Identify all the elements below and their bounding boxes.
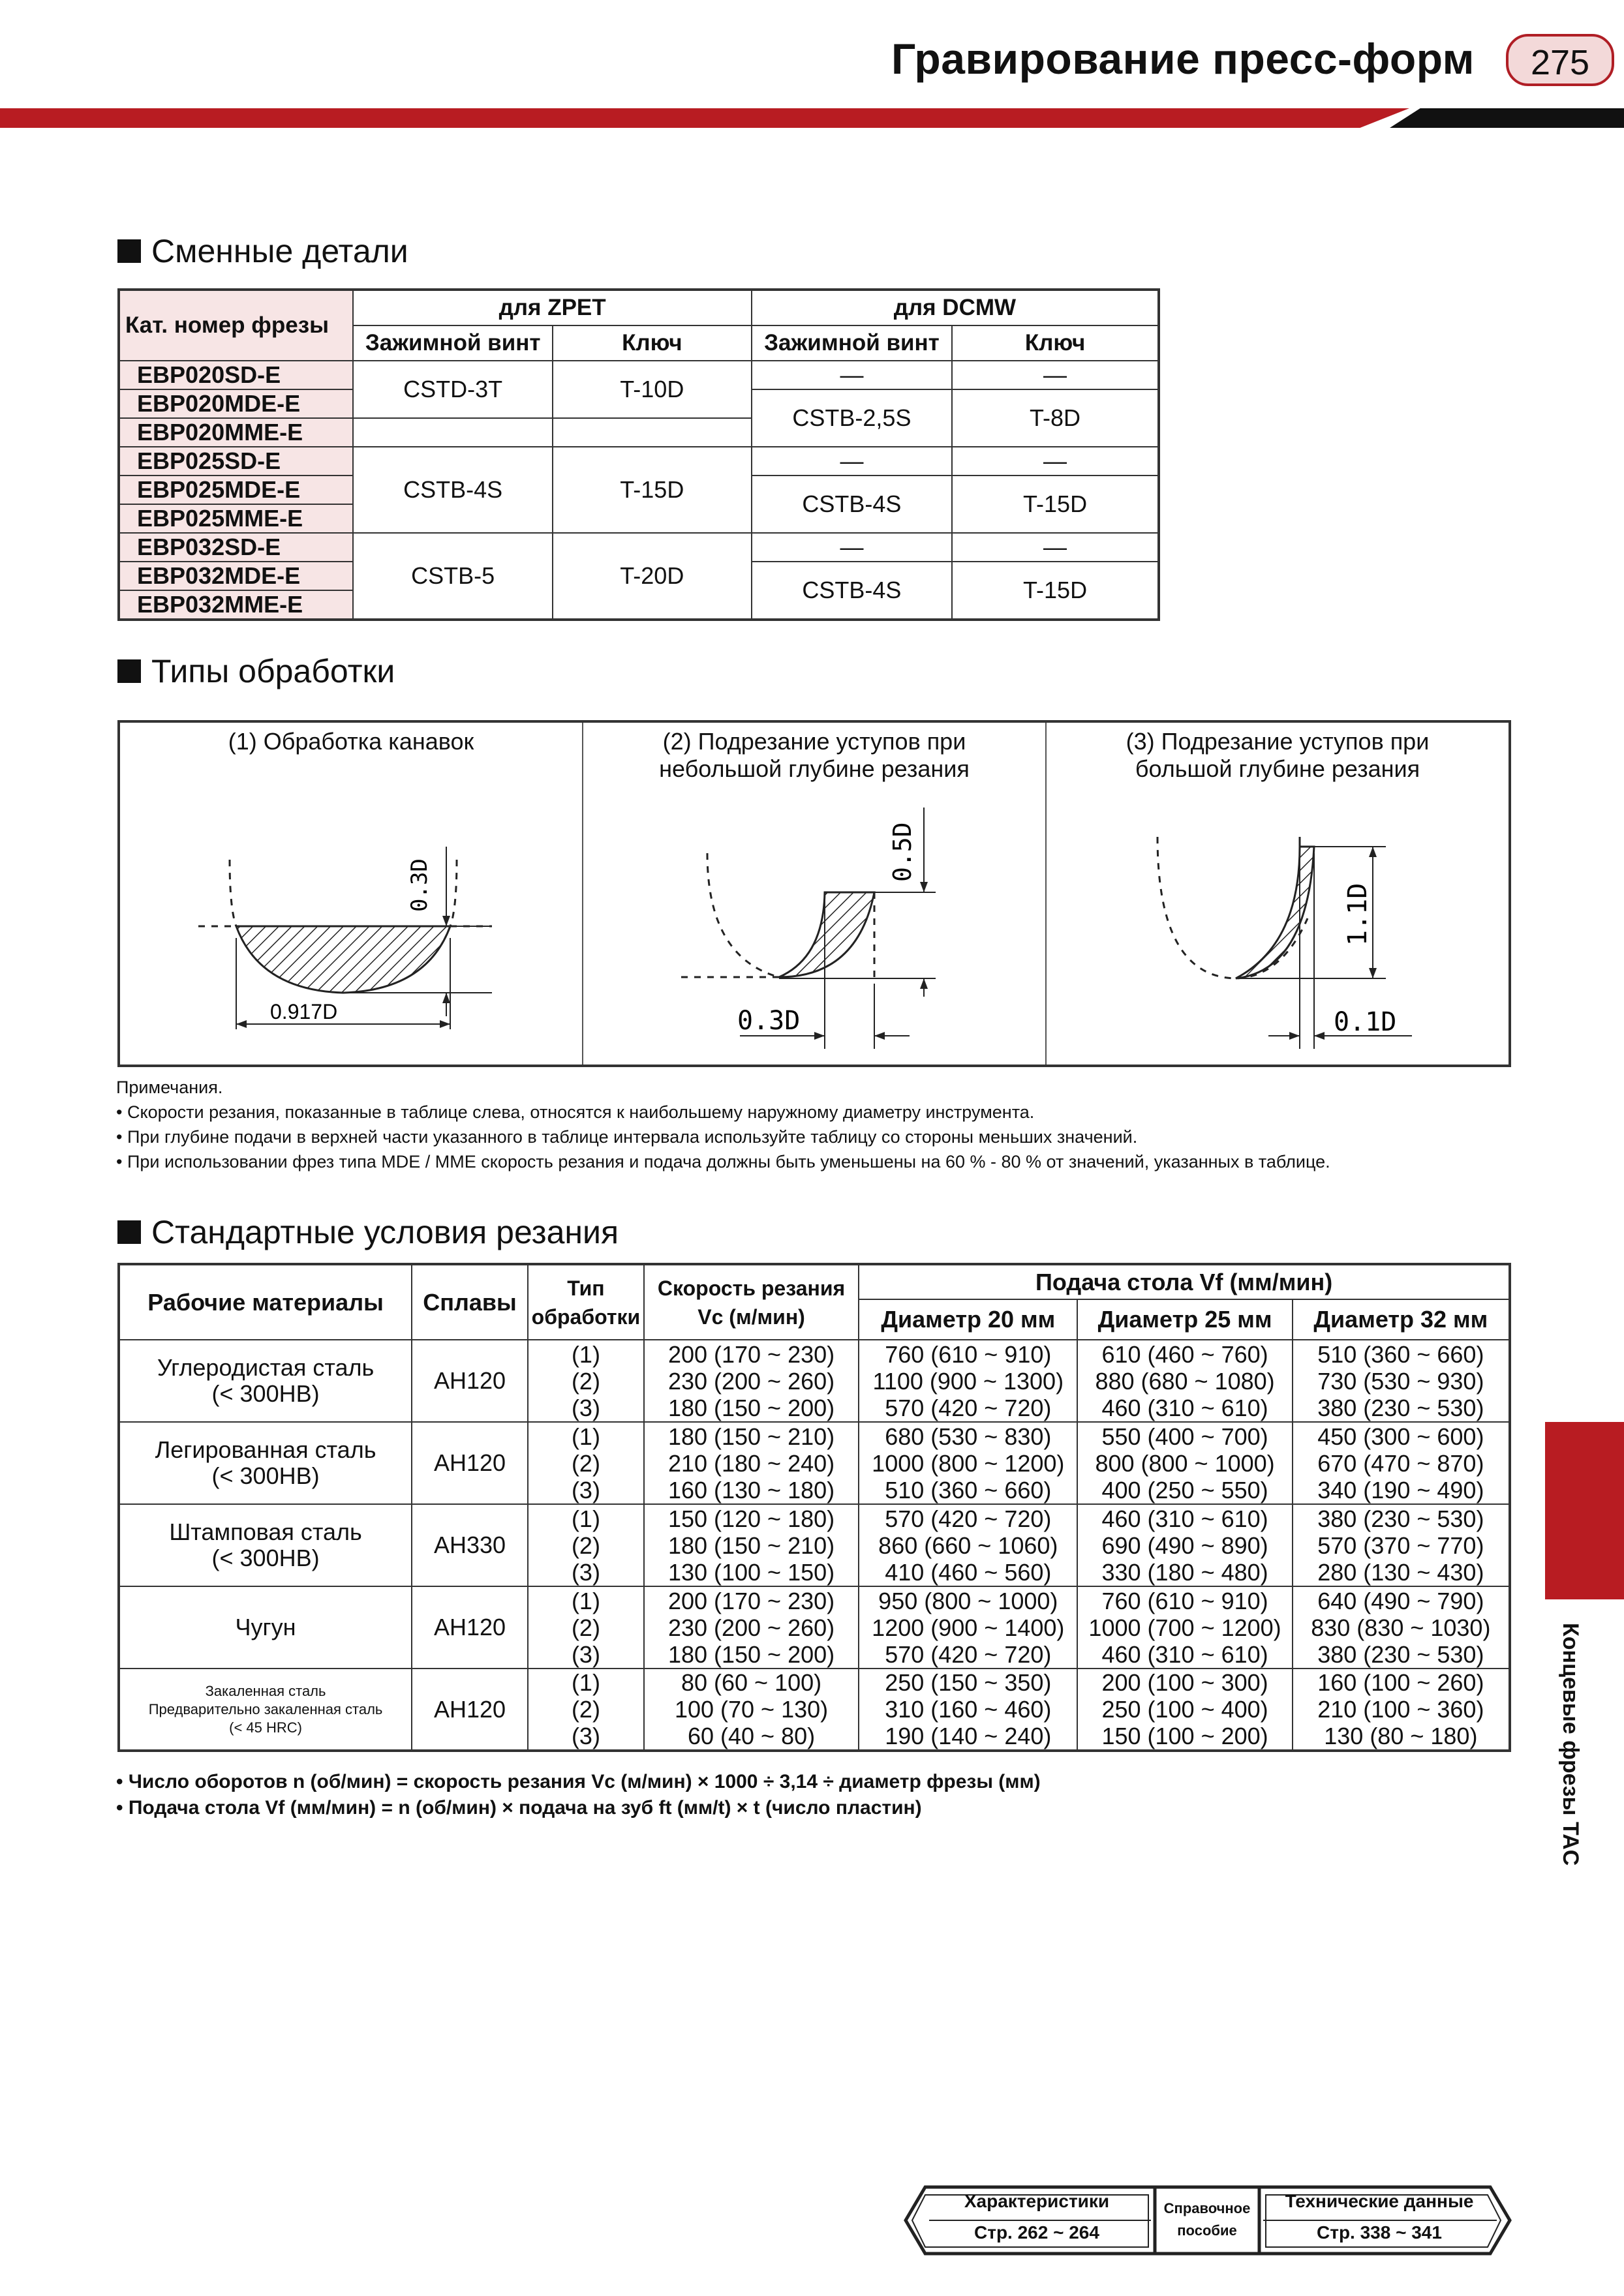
parts-sub-screw: Зажимной винт xyxy=(353,325,552,361)
material-line: Углеродистая сталь xyxy=(157,1354,375,1381)
type-deep-shoulder xyxy=(1047,723,1509,1065)
d32-value: 160 (100 ~ 260) xyxy=(1317,1669,1484,1696)
d32-cell xyxy=(1293,1504,1510,1586)
d25-cell xyxy=(1077,1422,1292,1504)
d25-value: 150 (100 ~ 200) xyxy=(1101,1723,1268,1749)
nav-features-title[interactable]: Характеристики xyxy=(964,2191,1110,2211)
bottom-nav xyxy=(903,2182,1516,2263)
d32-value: 510 (360 ~ 660) xyxy=(1317,1340,1484,1368)
d25-value: 460 (310 ~ 610) xyxy=(1101,1505,1268,1532)
d25-value: 460 (310 ~ 610) xyxy=(1101,1394,1268,1421)
d20-value: 760 (610 ~ 910) xyxy=(885,1340,1052,1368)
parts-heading xyxy=(117,232,408,270)
vc-value: 80 (60 ~ 100) xyxy=(681,1669,822,1696)
d25-cell xyxy=(1077,1340,1292,1422)
formula-rpm: • Число оборотов n (об/мин) = скорость резания Vc (м/мин) × 1000 ÷ 3,14 ÷ диаметр фрезы (мм) xyxy=(116,1771,1041,1792)
empty-cell xyxy=(353,418,552,447)
d32-cell xyxy=(1293,1669,1510,1751)
types-value: (2) xyxy=(571,1449,600,1477)
part-number: EBP032SD-E xyxy=(119,533,353,562)
dcmw-screw: CSTB-4S xyxy=(752,476,952,533)
vc-value: 100 (70 ~ 130) xyxy=(674,1696,829,1723)
h-speed xyxy=(644,1264,859,1340)
dcmw-screw: CSTB-4S xyxy=(752,562,952,620)
vc-value: 150 (120 ~ 180) xyxy=(667,1505,835,1532)
parts-group-dcmw: для DCMW xyxy=(752,290,1159,325)
material-line: Легированная сталь xyxy=(155,1436,376,1463)
types-cell xyxy=(528,1504,644,1586)
conditions-heading-text: Стандартные условия резания xyxy=(151,1214,619,1250)
vc-value: 210 (180 ~ 240) xyxy=(667,1449,835,1477)
zpet-screw: CSTD-3T xyxy=(353,361,552,418)
type-caption: (1) Обработка канавок xyxy=(228,728,474,755)
conditions-heading xyxy=(117,1213,619,1251)
types-value: (2) xyxy=(571,1696,600,1723)
d25-value: 880 (680 ~ 1080) xyxy=(1095,1367,1275,1395)
note-item: • Скорости резания, показанные в таблице слева, относятся к наибольшему наружному диаметру инструмента. xyxy=(116,1102,1035,1122)
material-line: (< 300HB) xyxy=(211,1380,320,1407)
h-feed: Подача стола Vf (мм/мин) xyxy=(859,1264,1510,1299)
alloy-cell: AH120 xyxy=(412,1422,528,1504)
vc-value: 180 (150 ~ 210) xyxy=(667,1423,835,1450)
d20-cell xyxy=(859,1340,1077,1422)
square-bullet-icon xyxy=(117,659,141,683)
vc-value: 60 (40 ~ 80) xyxy=(687,1723,816,1749)
material-cell xyxy=(119,1340,412,1422)
d25-value: 760 (610 ~ 910) xyxy=(1101,1587,1268,1614)
type-caption: (2) Подрезание уступов при небольшой глубине резания xyxy=(659,728,970,782)
d32-value: 570 (370 ~ 770) xyxy=(1317,1532,1484,1559)
material-cell xyxy=(119,1586,412,1669)
material-line: (< 300HB) xyxy=(211,1545,320,1571)
dash: — xyxy=(752,361,952,389)
d25-value: 400 (250 ~ 550) xyxy=(1101,1476,1268,1503)
dcmw-key: T-15D xyxy=(952,562,1159,620)
d32-value: 210 (100 ~ 360) xyxy=(1317,1696,1484,1723)
vc-value: 160 (130 ~ 180) xyxy=(667,1476,835,1503)
table-row xyxy=(119,1340,1510,1422)
h-d32: Диаметр 32 мм xyxy=(1293,1299,1510,1340)
types-value: (2) xyxy=(571,1367,600,1395)
d25-value: 610 (460 ~ 760) xyxy=(1101,1340,1268,1368)
side-tab xyxy=(1518,1623,1624,1884)
material-line: Штамповая сталь xyxy=(169,1518,362,1545)
vc-cell xyxy=(644,1340,859,1422)
h-d20: Диаметр 20 мм xyxy=(859,1299,1077,1340)
d32-value: 380 (230 ~ 530) xyxy=(1317,1505,1484,1532)
h-speed-line1: Скорость резания xyxy=(657,1276,846,1300)
dcmw-key: T-15D xyxy=(952,476,1159,533)
types-value: (3) xyxy=(571,1558,600,1586)
table-row xyxy=(119,533,1159,562)
vc-value: 200 (170 ~ 230) xyxy=(667,1587,835,1614)
d20-value: 1100 (900 ~ 1300) xyxy=(872,1367,1064,1395)
types-value: (2) xyxy=(571,1532,600,1559)
notes-title: Примечания. xyxy=(116,1078,223,1097)
table-row xyxy=(119,447,1159,476)
d20-value: 570 (420 ~ 720) xyxy=(885,1394,1052,1421)
vc-value: 180 (150 ~ 200) xyxy=(667,1640,835,1668)
machining-types-box xyxy=(117,720,1511,1067)
vc-cell xyxy=(644,1422,859,1504)
d20-value: 1000 (800 ~ 1200) xyxy=(872,1449,1065,1477)
dash: — xyxy=(752,533,952,562)
vc-value: 130 (100 ~ 150) xyxy=(667,1558,835,1586)
zpet-key: T-20D xyxy=(553,533,752,620)
d32-cell xyxy=(1293,1340,1510,1422)
table-row xyxy=(119,1586,1510,1669)
vc-cell xyxy=(644,1504,859,1586)
dcmw-screw: CSTB-2,5S xyxy=(752,389,952,447)
types-heading xyxy=(117,652,395,690)
zpet-screw: CSTB-5 xyxy=(353,533,552,620)
vc-value: 180 (150 ~ 200) xyxy=(667,1394,835,1421)
nav-tech-pages[interactable]: Стр. 338 ~ 341 xyxy=(1317,2222,1442,2243)
d20-value: 310 (160 ~ 460) xyxy=(885,1696,1052,1723)
d20-cell xyxy=(859,1422,1077,1504)
type-caption: (3) Подрезание уступов при большой глубине резания xyxy=(1126,728,1430,782)
material-line: (< 45 HRC) xyxy=(229,1719,302,1736)
d32-value: 730 (530 ~ 930) xyxy=(1317,1367,1484,1395)
square-bullet-icon xyxy=(117,1220,141,1244)
groove-diagram xyxy=(120,723,583,1065)
d20-value: 570 (420 ~ 720) xyxy=(885,1640,1052,1668)
types-heading-text: Типы обработки xyxy=(151,653,395,689)
type-groove xyxy=(120,723,583,1065)
part-number: EBP025MDE-E xyxy=(119,476,353,504)
types-cell xyxy=(528,1422,644,1504)
d32-cell xyxy=(1293,1586,1510,1669)
material-line: Чугун xyxy=(235,1614,296,1640)
d32-cell xyxy=(1293,1422,1510,1504)
dash: — xyxy=(952,361,1159,389)
d20-value: 570 (420 ~ 720) xyxy=(885,1505,1052,1532)
formulas xyxy=(116,1769,1041,1821)
types-value: (1) xyxy=(571,1587,600,1614)
material-cell xyxy=(119,1669,412,1751)
d20-cell xyxy=(859,1669,1077,1751)
dim-depth-label: 0.5D xyxy=(888,822,917,882)
d25-cell xyxy=(1077,1504,1292,1586)
header-red-stripe xyxy=(0,108,1409,128)
d20-value: 190 (140 ~ 240) xyxy=(885,1723,1052,1749)
types-cell xyxy=(528,1340,644,1422)
d25-value: 200 (100 ~ 300) xyxy=(1101,1669,1268,1696)
dash: — xyxy=(952,533,1159,562)
d25-value: 690 (490 ~ 890) xyxy=(1101,1532,1268,1559)
alloy-cell: AH330 xyxy=(412,1504,528,1586)
alloy-cell: AH120 xyxy=(412,1340,528,1422)
d20-value: 510 (360 ~ 660) xyxy=(885,1476,1052,1503)
d20-value: 1200 (900 ~ 1400) xyxy=(872,1614,1065,1641)
h-type xyxy=(528,1264,644,1340)
material-cell xyxy=(119,1422,412,1504)
parts-heading-text: Сменные детали xyxy=(151,233,408,269)
h-d25: Диаметр 25 мм xyxy=(1077,1299,1292,1340)
note-item: • При глубине подачи в верхней части указанного в таблице интервала используйте таблицу со стороны меньших значений. xyxy=(116,1127,1138,1147)
nav-reference-2[interactable]: пособие xyxy=(1177,2222,1237,2239)
conditions-body xyxy=(119,1340,1510,1751)
part-number: EBP025SD-E xyxy=(119,447,353,476)
d32-value: 280 (130 ~ 430) xyxy=(1317,1558,1484,1586)
d20-value: 250 (150 ~ 350) xyxy=(885,1669,1052,1696)
vc-value: 230 (200 ~ 260) xyxy=(667,1614,835,1641)
part-number: EBP032MDE-E xyxy=(119,562,353,590)
h-type-line1: Тип xyxy=(567,1276,605,1300)
types-value: (3) xyxy=(571,1394,600,1421)
vc-value: 230 (200 ~ 260) xyxy=(667,1367,835,1395)
d32-value: 670 (470 ~ 870) xyxy=(1317,1449,1484,1477)
formula-feed: • Подача стола Vf (мм/мин) = n (об/мин) × подача на зуб ft (мм/t) × t (число пластин) xyxy=(116,1797,922,1819)
table-row xyxy=(119,361,1159,389)
type-shallow-shoulder xyxy=(583,723,1047,1065)
page-title: Гравирование пресс-форм xyxy=(891,35,1475,83)
parts-table xyxy=(117,288,1160,621)
side-tab-marker xyxy=(1545,1422,1624,1599)
d25-value: 250 (100 ~ 400) xyxy=(1101,1696,1268,1723)
types-value: (1) xyxy=(571,1340,600,1368)
dim-depth-label: 1.1D xyxy=(1343,883,1373,946)
d20-cell xyxy=(859,1504,1077,1586)
d32-value: 380 (230 ~ 530) xyxy=(1317,1640,1484,1668)
material-line: Закаленная сталь xyxy=(205,1682,326,1699)
part-number: EBP020MDE-E xyxy=(119,389,353,418)
d32-value: 450 (300 ~ 600) xyxy=(1317,1423,1484,1450)
zpet-screw: CSTB-4S xyxy=(353,447,552,533)
d32-value: 380 (230 ~ 530) xyxy=(1317,1394,1484,1421)
types-cell xyxy=(528,1669,644,1751)
types-value: (3) xyxy=(571,1476,600,1503)
part-number: EBP032MME-E xyxy=(119,590,353,620)
types-value: (2) xyxy=(571,1614,600,1641)
empty-cell xyxy=(553,418,752,447)
material-line: (< 300HB) xyxy=(211,1462,320,1489)
dash: — xyxy=(752,447,952,476)
dim-width-label: 0.1D xyxy=(1334,1007,1397,1037)
conditions-table xyxy=(117,1263,1511,1752)
deep-shoulder-diagram xyxy=(1047,723,1510,1065)
d25-value: 800 (800 ~ 1000) xyxy=(1095,1449,1275,1477)
types-value: (1) xyxy=(571,1505,600,1532)
d20-cell xyxy=(859,1586,1077,1669)
d25-value: 1000 (700 ~ 1200) xyxy=(1088,1614,1281,1641)
vc-value: 180 (150 ~ 210) xyxy=(667,1532,835,1559)
table-row xyxy=(119,1422,1510,1504)
dim-width-label: 0.917D xyxy=(270,1000,338,1023)
material-line: Предварительно закаленная сталь xyxy=(148,1700,383,1717)
d20-value: 680 (530 ~ 830) xyxy=(885,1423,1052,1450)
h-type-line2: обработки xyxy=(531,1305,641,1329)
d32-value: 640 (490 ~ 790) xyxy=(1317,1587,1484,1614)
dash: — xyxy=(952,447,1159,476)
dcmw-key: T-8D xyxy=(952,389,1159,447)
parts-group-zpet: для ZPET xyxy=(353,290,751,325)
part-number: EBP020SD-E xyxy=(119,361,353,389)
vc-cell xyxy=(644,1586,859,1669)
nav-features-pages[interactable]: Стр. 262 ~ 264 xyxy=(974,2222,1099,2243)
d20-value: 860 (660 ~ 1060) xyxy=(878,1532,1058,1559)
zpet-key: T-15D xyxy=(553,447,752,533)
h-material: Рабочие материалы xyxy=(119,1264,412,1340)
types-cell xyxy=(528,1586,644,1669)
d32-value: 830 (830 ~ 1030) xyxy=(1311,1614,1491,1641)
d20-value: 410 (460 ~ 560) xyxy=(885,1558,1052,1586)
parts-sub-key: Ключ xyxy=(553,325,752,361)
part-number: EBP025MME-E xyxy=(119,504,353,533)
types-value: (1) xyxy=(571,1423,600,1450)
d25-value: 550 (400 ~ 700) xyxy=(1101,1423,1268,1450)
nav-reference-1[interactable]: Справочное xyxy=(1163,2200,1251,2216)
d32-value: 340 (190 ~ 490) xyxy=(1317,1476,1484,1503)
notes xyxy=(116,1075,1330,1174)
types-value: (1) xyxy=(571,1669,600,1696)
alloy-cell: AH120 xyxy=(412,1669,528,1751)
types-value: (3) xyxy=(571,1640,600,1668)
d25-cell xyxy=(1077,1586,1292,1669)
side-tab-label: Концевые фрезы TAC xyxy=(1558,1623,1583,1866)
parts-col-cat: Кат. номер фрезы xyxy=(119,290,353,361)
note-item: • При использовании фрез типа MDE / MME скорость резания и подача должны быть уменьшены на 60 % - 80 % от значений, указанных в таблице. xyxy=(116,1152,1330,1171)
header-black-stripe xyxy=(1390,108,1624,128)
h-alloy: Сплавы xyxy=(412,1264,528,1340)
table-row xyxy=(119,1504,1510,1586)
d25-value: 460 (310 ~ 610) xyxy=(1101,1640,1268,1668)
types-value: (3) xyxy=(571,1723,600,1749)
part-number: EBP020MME-E xyxy=(119,418,353,447)
dim-depth-label: 0.3D xyxy=(406,858,433,912)
d25-cell xyxy=(1077,1669,1292,1751)
page-number: 275 xyxy=(1506,34,1614,86)
square-bullet-icon xyxy=(117,239,141,263)
nav-tech-title[interactable]: Технические данные xyxy=(1285,2191,1474,2211)
table-row xyxy=(119,1669,1510,1751)
d25-value: 330 (180 ~ 480) xyxy=(1101,1558,1268,1586)
dim-width-label: 0.3D xyxy=(737,1006,801,1036)
alloy-cell: AH120 xyxy=(412,1586,528,1669)
zpet-key: T-10D xyxy=(553,361,752,418)
d32-value: 130 (80 ~ 180) xyxy=(1324,1723,1478,1749)
vc-value: 200 (170 ~ 230) xyxy=(667,1340,835,1368)
d20-value: 950 (800 ~ 1000) xyxy=(878,1587,1058,1614)
h-speed-line2: Vc (м/мин) xyxy=(697,1305,805,1329)
parts-sub-key: Ключ xyxy=(952,325,1159,361)
parts-sub-screw: Зажимной винт xyxy=(752,325,952,361)
material-cell xyxy=(119,1504,412,1586)
vc-cell xyxy=(644,1669,859,1751)
shallow-shoulder-diagram xyxy=(583,723,1047,1065)
